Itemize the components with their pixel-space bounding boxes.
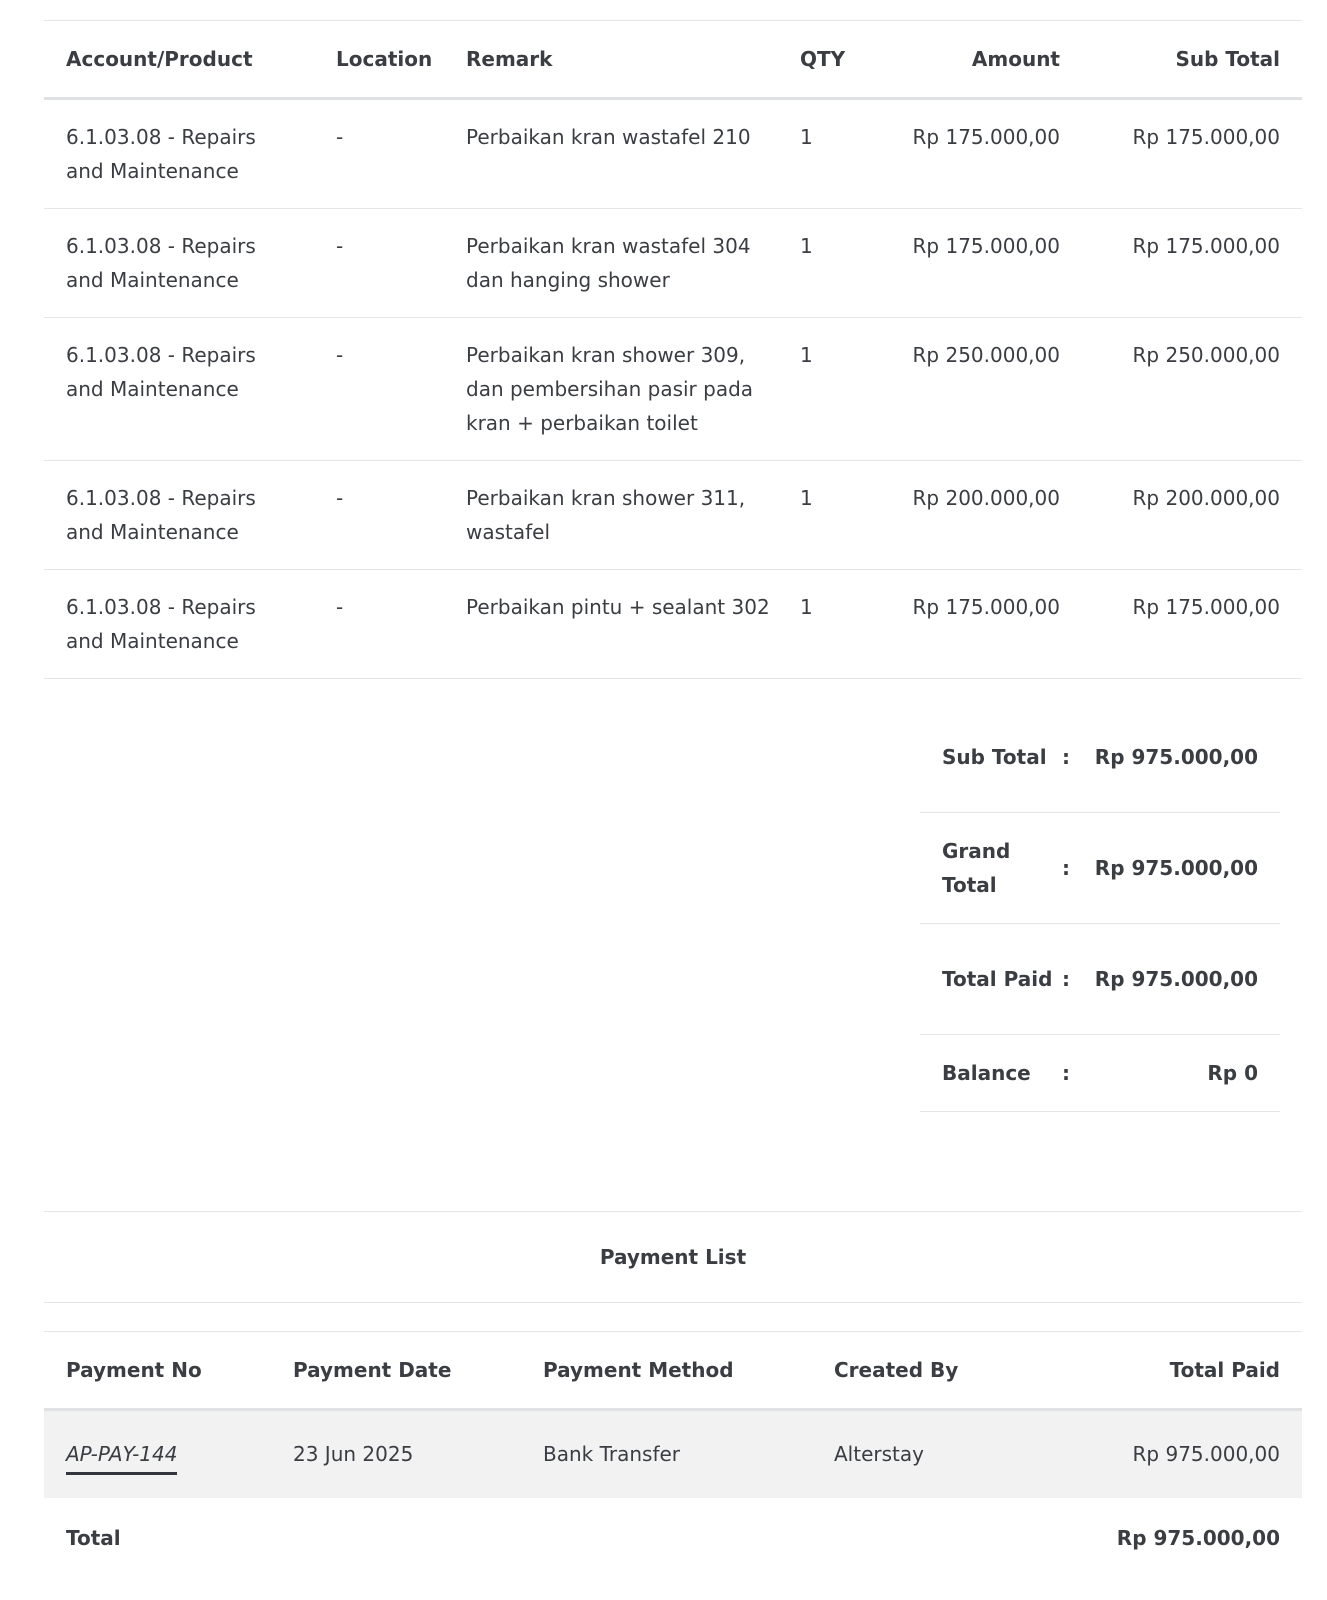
col-total-paid-header: Total Paid (1052, 1332, 1302, 1410)
amount-cell: Rp 250.000,00 (886, 318, 1060, 461)
col-remark-header: Remark (444, 21, 796, 99)
totals-summary (920, 702, 1280, 1112)
payment-total-row (44, 1498, 1302, 1578)
account-cell: 6.1.03.08 - Repairs and Maintenance (44, 461, 314, 570)
remark-cell: Perbaikan kran wastafel 304 dan hanging shower (444, 209, 796, 318)
summary-row-balance (920, 1035, 1280, 1112)
items-table (44, 20, 1302, 679)
location-cell: - (314, 461, 444, 570)
col-location-header: Location (314, 21, 444, 99)
summary-row-total-paid (920, 924, 1280, 1035)
summary-label: Grand Total (942, 839, 1011, 897)
invoice-detail (44, 20, 1302, 679)
payment-list-title: Payment List (44, 1211, 1302, 1303)
account-cell: 6.1.03.08 - Repairs and Maintenance (44, 99, 314, 209)
location-cell: - (314, 570, 444, 679)
account-cell: 6.1.03.08 - Repairs and Maintenance (44, 318, 314, 461)
payment-method-cell: Bank Transfer (521, 1410, 812, 1498)
amount-cell: Rp 200.000,00 (886, 461, 1060, 570)
account-cell: 6.1.03.08 - Repairs and Maintenance (44, 209, 314, 318)
table-row (44, 461, 1302, 570)
payment-total-label: Total (66, 1525, 121, 1550)
col-created-by-header: Created By (812, 1332, 1052, 1410)
location-cell: - (314, 99, 444, 209)
col-amount-header: Amount (886, 21, 1060, 99)
table-row (44, 570, 1302, 679)
subtotal-cell: Rp 175.000,00 (1060, 99, 1302, 209)
qty-cell: 1 (796, 318, 886, 461)
summary-row-grand-total (920, 813, 1280, 924)
col-subtotal-header: Sub Total (1060, 21, 1302, 99)
items-header-row (44, 21, 1302, 99)
location-cell: - (314, 318, 444, 461)
amount-cell: Rp 175.000,00 (886, 570, 1060, 679)
remark-cell: Perbaikan kran shower 311, wastafel (444, 461, 796, 570)
table-row (44, 209, 1302, 318)
summary-row-subtotal (920, 702, 1280, 813)
summary-value: Rp 975.000,00 (1094, 745, 1258, 769)
col-qty-header: QTY (796, 21, 886, 99)
qty-cell: 1 (796, 99, 886, 209)
account-cell: 6.1.03.08 - Repairs and Maintenance (44, 570, 314, 679)
payment-date-cell: 23 Jun 2025 (271, 1410, 521, 1498)
col-account-header: Account/Product (44, 21, 314, 99)
summary-value: Rp 975.000,00 (1094, 856, 1258, 880)
summary-value: Rp 0 (1207, 1061, 1258, 1085)
qty-cell: 1 (796, 461, 886, 570)
remark-cell: Perbaikan kran wastafel 210 (444, 99, 796, 209)
payment-total-value: Rp 975.000,00 (1116, 1525, 1280, 1550)
table-row (44, 318, 1302, 461)
qty-cell: 1 (796, 209, 886, 318)
remark-cell: Perbaikan pintu + sealant 302 (444, 570, 796, 679)
amount-cell: Rp 175.000,00 (886, 209, 1060, 318)
summary-colon: : (1062, 1061, 1070, 1085)
col-payment-date-header: Payment Date (271, 1332, 521, 1410)
summary-label: Sub Total (942, 745, 1047, 769)
subtotal-cell: Rp 175.000,00 (1060, 209, 1302, 318)
payment-header-row (44, 1332, 1302, 1410)
col-payment-method-header: Payment Method (521, 1332, 812, 1410)
summary-label: Balance (942, 1061, 1031, 1085)
summary-value: Rp 975.000,00 (1094, 967, 1258, 991)
table-row (44, 1410, 1302, 1498)
amount-cell: Rp 175.000,00 (886, 99, 1060, 209)
location-cell: - (314, 209, 444, 318)
subtotal-cell: Rp 175.000,00 (1060, 570, 1302, 679)
subtotal-cell: Rp 250.000,00 (1060, 318, 1302, 461)
payment-table (44, 1331, 1302, 1578)
col-payment-no-header: Payment No (44, 1332, 271, 1410)
summary-label: Total Paid (942, 967, 1053, 991)
remark-cell: Perbaikan kran shower 309, dan pembersihan pasir pada kran + perbaikan toilet (444, 318, 796, 461)
created-by-cell: Alterstay (812, 1410, 1052, 1498)
table-row (44, 99, 1302, 209)
summary-colon: : (1062, 967, 1070, 991)
summary-colon: : (1062, 745, 1070, 769)
total-paid-cell: Rp 975.000,00 (1052, 1410, 1302, 1498)
payment-no-cell (44, 1410, 271, 1498)
subtotal-cell: Rp 200.000,00 (1060, 461, 1302, 570)
summary-colon: : (1062, 856, 1070, 880)
payment-no-link[interactable]: AP-PAY-144 (66, 1442, 177, 1475)
qty-cell: 1 (796, 570, 886, 679)
